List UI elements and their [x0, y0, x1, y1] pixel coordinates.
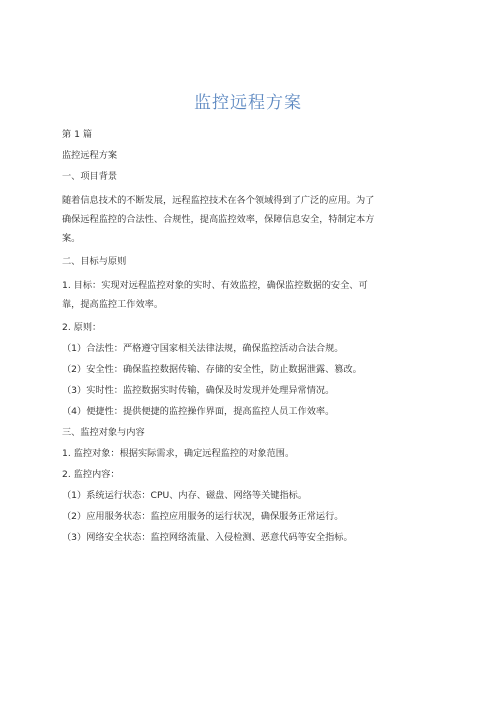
monitoring-item: 1. 监控对象：根据实际需求，确定远程监控的对象范围。	[62, 448, 295, 459]
section-heading-goals: 二、目标与原则	[62, 256, 127, 267]
goal-paragraph	[62, 276, 434, 314]
monitoring-item: 2. 监控内容：	[62, 469, 120, 480]
chapter-label: 第 1 篇	[62, 129, 93, 140]
principle-item: （1）合法性：严格遵守国家相关法律法规，确保监控活动合法合规。	[62, 343, 344, 354]
principles-heading: 2. 原则：	[62, 322, 102, 333]
paragraph-line: 1. 目标：实现对远程监控对象的实时、有效监控，确保监控数据的安全、可	[62, 280, 368, 291]
monitoring-item: （3）网络安全状态：监控网络流量、入侵检测、恶意代码等安全指标。	[62, 532, 353, 543]
paragraph-line: 案。	[62, 233, 81, 244]
principle-item: （2）安全性：确保监控数据传输、存储的安全性，防止数据泄露、篡改。	[62, 364, 362, 375]
section-heading-background: 一、项目背景	[62, 171, 118, 182]
principle-item: （4）便捷性：提供便捷的监控操作界面，提高监控人员工作效率。	[62, 406, 335, 417]
principle-item: （3）实时性：监控数据实时传输，确保及时发现并处理异常情况。	[62, 385, 335, 396]
section-heading-monitoring: 三、监控对象与内容	[62, 427, 145, 438]
paragraph-line: 随着信息技术的不断发展，远程监控技术在各个领域得到了广泛的应用。为了	[62, 195, 375, 206]
document-body	[62, 128, 434, 552]
monitoring-item: （2）应用服务状态：监控应用服务的运行状况，确保服务正常运行。	[62, 511, 344, 522]
background-paragraph	[62, 191, 434, 248]
document-title: 监控远程方案	[194, 93, 302, 113]
paragraph-line: 确保远程监控的合法性、合规性，提高监控效率，保障信息安全，特制定本方	[62, 214, 375, 225]
monitoring-item: （1）系统运行状态：CPU、内存、磁盘、网络等关键指标。	[62, 490, 308, 501]
paragraph-line: 靠，提高监控工作效率。	[62, 299, 164, 310]
subtitle: 监控远程方案	[62, 150, 118, 161]
